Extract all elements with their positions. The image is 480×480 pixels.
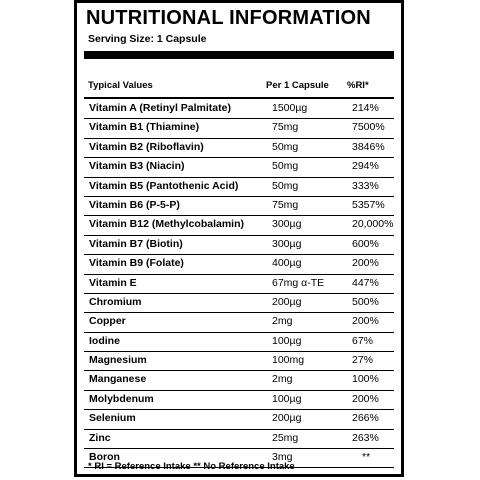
nutrient-name: Vitamin B6 (P-5-P) bbox=[89, 198, 180, 211]
nutrient-ri: ** bbox=[362, 451, 371, 464]
header-ri: %RI* bbox=[347, 80, 369, 91]
nutrient-amount: 50mg bbox=[272, 179, 299, 192]
nutrient-name: Iodine bbox=[89, 334, 120, 347]
table-row bbox=[84, 100, 394, 119]
nutrient-amount: 400µg bbox=[272, 257, 302, 270]
nutrient-name: Vitamin B3 (Niacin) bbox=[89, 160, 185, 173]
nutrient-amount: 1500µg bbox=[272, 102, 308, 114]
panel-title: NUTRITIONAL INFORMATION bbox=[86, 7, 371, 29]
table-row bbox=[84, 236, 394, 255]
nutrient-amount: 25mg bbox=[272, 431, 299, 444]
nutrient-amount: 100µg bbox=[272, 392, 302, 405]
nutrient-ri: 214% bbox=[352, 102, 379, 114]
nutrient-ri: 5357% bbox=[352, 198, 385, 211]
table-row bbox=[84, 333, 394, 352]
nutrient-name: Vitamin B2 (Riboflavin) bbox=[89, 140, 204, 153]
table-row bbox=[84, 371, 394, 390]
nutrient-name: Copper bbox=[89, 315, 126, 328]
nutrition-panel bbox=[74, 0, 404, 477]
nutrient-name: Vitamin A (Retinyl Palmitate) bbox=[89, 102, 231, 114]
nutrient-ri: 200% bbox=[352, 392, 379, 405]
nutrient-amount: 100µg bbox=[272, 334, 302, 347]
nutrient-ri: 294% bbox=[352, 160, 379, 173]
nutrient-ri: 27% bbox=[352, 354, 374, 367]
nutrient-ri: 447% bbox=[352, 276, 379, 289]
table-row bbox=[84, 275, 394, 294]
nutrient-ri: 200% bbox=[352, 257, 379, 270]
nutrient-name: Molybdenum bbox=[89, 392, 154, 405]
nutrient-name: Vitamin B12 (Methylcobalamin) bbox=[89, 218, 245, 231]
table-row bbox=[84, 139, 394, 158]
table-row bbox=[84, 119, 394, 138]
nutrient-name: Vitamin B5 (Pantothenic Acid) bbox=[89, 179, 239, 192]
table-row bbox=[84, 197, 394, 216]
nutrient-ri: 500% bbox=[352, 295, 379, 308]
table-row bbox=[84, 294, 394, 313]
nutrient-name: Magnesium bbox=[89, 354, 147, 367]
nutrient-amount: 50mg bbox=[272, 160, 299, 173]
nutrient-amount: 200µg bbox=[272, 295, 302, 308]
nutrient-name: Vitamin E bbox=[89, 276, 137, 289]
nutrient-name: Chromium bbox=[89, 295, 142, 308]
header-per-capsule: Per 1 Capsule bbox=[266, 80, 329, 91]
nutrient-ri: 266% bbox=[352, 412, 379, 425]
table-row bbox=[84, 313, 394, 332]
nutrient-name: Vitamin B7 (Biotin) bbox=[89, 237, 183, 250]
nutrient-ri: 600% bbox=[352, 237, 379, 250]
nutrient-ri: 7500% bbox=[352, 121, 385, 134]
header-typical-values: Typical Values bbox=[88, 80, 153, 91]
table-row bbox=[84, 158, 394, 177]
table-row bbox=[84, 410, 394, 429]
nutrient-table bbox=[84, 100, 394, 468]
nutrient-name: Vitamin B9 (Folate) bbox=[89, 257, 184, 270]
nutrient-ri: 100% bbox=[352, 373, 379, 386]
nutrient-amount: 100mg bbox=[272, 354, 305, 367]
table-row bbox=[84, 255, 394, 274]
thick-divider bbox=[84, 51, 394, 59]
nutrient-ri: 333% bbox=[352, 179, 379, 192]
nutrient-ri: 200% bbox=[352, 315, 379, 328]
serving-size: Serving Size: 1 Capsule bbox=[88, 33, 207, 45]
nutrient-amount: 3mg bbox=[272, 451, 293, 464]
nutrient-amount: 50mg bbox=[272, 140, 299, 153]
nutrient-amount: 200µg bbox=[272, 412, 302, 425]
nutrient-name: Zinc bbox=[89, 431, 111, 444]
table-row bbox=[84, 352, 394, 371]
nutrient-amount: 2mg bbox=[272, 315, 293, 328]
table-row bbox=[84, 391, 394, 410]
nutrient-name: Manganese bbox=[89, 373, 147, 386]
header-divider bbox=[84, 97, 394, 99]
nutrient-ri: 3846% bbox=[352, 140, 385, 153]
nutrient-amount: 2mg bbox=[272, 373, 293, 386]
nutrient-amount: 300µg bbox=[272, 218, 302, 231]
nutrient-amount: 67mg α-TE bbox=[272, 276, 325, 289]
nutrient-ri: 263% bbox=[352, 431, 379, 444]
nutrient-amount: 75mg bbox=[272, 121, 299, 134]
table-row bbox=[84, 178, 394, 197]
table-row bbox=[84, 216, 394, 235]
nutrient-amount: 300µg bbox=[272, 237, 302, 250]
footnote: * RI = Reference Intake ** No Reference Intake bbox=[88, 461, 295, 472]
nutrient-name: Selenium bbox=[89, 412, 136, 425]
nutrient-name: Boron bbox=[89, 451, 120, 464]
nutrient-ri: 20,000% bbox=[352, 218, 394, 231]
nutrient-ri: 67% bbox=[352, 334, 374, 347]
table-row bbox=[84, 430, 394, 449]
nutrient-amount: 75mg bbox=[272, 198, 299, 211]
nutrient-name: Vitamin B1 (Thiamine) bbox=[89, 121, 200, 134]
